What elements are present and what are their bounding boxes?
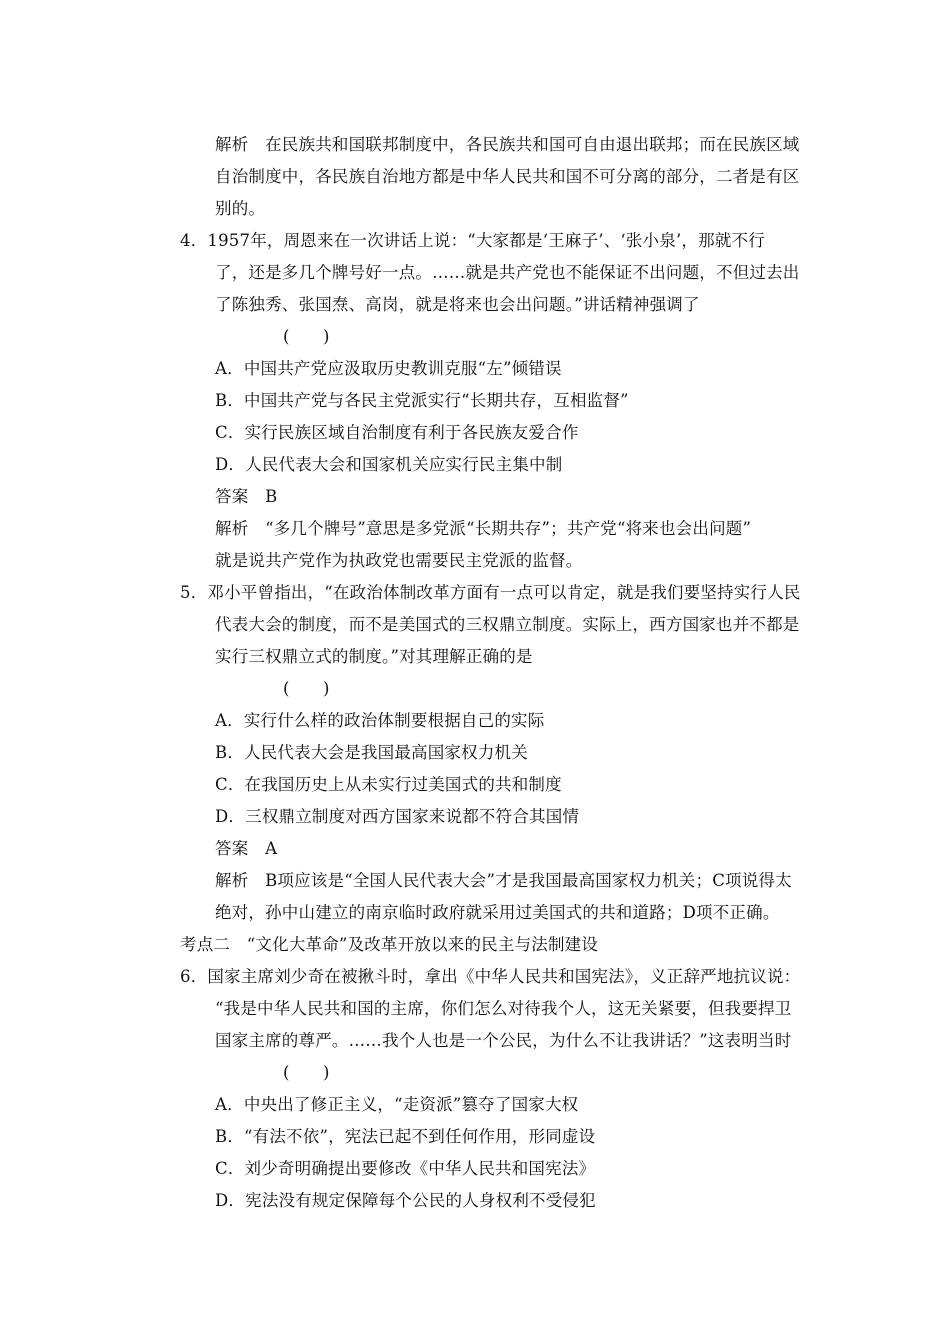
question-5-stem-line-1: 5．邓小平曾指出，“在政治体制改革方面有一点可以肯定，就是我们要坚持实行人民 xyxy=(180,583,801,602)
question-5-analysis-line-1: 解析 B项应该是“全国人民代表大会”才是我国最高国家权力机关；C项说得太 xyxy=(215,871,792,890)
question-6-stem-line-1: 6．国家主席刘少奇在被揪斗时，拿出《中华人民共和国宪法》，义正辞严地抗议说： xyxy=(180,967,801,986)
question-5-option-c: C．在我国历史上从未实行过美国式的共和制度 xyxy=(215,775,562,794)
question-5-option-a: A．实行什么样的政治体制要根据自己的实际 xyxy=(215,711,545,730)
question-6-option-b: B．“有法不依”，宪法已起不到任何作用，形同虚设 xyxy=(215,1127,596,1146)
question-5-option-d: D．三权鼎立制度对西方国家来说都不符合其国情 xyxy=(215,807,580,826)
question-6-option-a: A．中央出了修正主义，“走资派”篡夺了国家大权 xyxy=(215,1095,579,1114)
question-4-answer: 答案 B xyxy=(215,487,278,506)
analysis-q3-line-3: 别的。 xyxy=(215,199,266,218)
question-4-option-a: A．中国共产党应汲取历史教训克服“左”倾错误 xyxy=(215,359,562,378)
section-heading: 考点二 “文化大革命”及改革开放以来的民主与法制建设 xyxy=(180,935,599,954)
question-6-option-d: D．宪法没有规定保障每个公民的人身权利不受侵犯 xyxy=(215,1191,596,1210)
analysis-q3-line-1: 解析 在民族共和国联邦制度中，各民族共和国可自由退出联邦；而在民族区域 xyxy=(215,135,800,154)
question-4-stem-line-2: 了，还是多几个牌号好一点。……就是共产党也不能保证不出问题，不但过去出 xyxy=(215,263,800,282)
question-4-answer-blank: ( ) xyxy=(283,327,330,346)
question-5-analysis-line-2: 绝对，孙中山建立的南京临时政府就采用过美国式的共和道路；D项不正确。 xyxy=(215,903,780,922)
question-4-option-b: B．中国共产党与各民主党派实行“长期共存，互相监督” xyxy=(215,391,629,410)
question-5-option-b: B．人民代表大会是我国最高国家权力机关 xyxy=(215,743,528,762)
question-4-stem-line-3: 了陈独秀、张国焘、高岗，就是将来也会出问题。”讲话精神强调了 xyxy=(215,295,700,314)
question-4-option-d: D．人民代表大会和国家机关应实行民主集中制 xyxy=(215,455,563,474)
question-6-option-c: C．刘少奇明确提出要修改《中华人民共和国宪法》 xyxy=(215,1159,596,1178)
question-4-option-c: C．实行民族区域自治制度有利于各民族友爱合作 xyxy=(215,423,579,442)
analysis-q3-line-2: 自治制度中，各民族自治地方都是中华人民共和国不可分离的部分，二者是有区 xyxy=(215,167,800,186)
question-5-stem-line-3: 实行三权鼎立式的制度。”对其理解正确的是 xyxy=(215,647,533,666)
question-4-stem-line-1: 4．1957年，周恩来在一次讲话上说：“大家都是‘王麻子’、‘张小泉’，那就不行 xyxy=(180,231,765,250)
question-6-stem-line-3: 国家主席的尊严。……我个人也是一个公民，为什么不让我讲话？”这表明当时 xyxy=(215,1031,792,1050)
question-5-stem-line-2: 代表大会的制度，而不是美国式的三权鼎立制度。实际上，西方国家也并不都是 xyxy=(215,615,800,634)
question-4-analysis-line-1: 解析 “多几个牌号”意思是多党派“长期共存”；共产党“将来也会出问题” xyxy=(215,519,752,538)
question-6-stem-line-2: “我是中华人民共和国的主席，你们怎么对待我个人，这无关紧要，但我要捍卫 xyxy=(215,999,792,1018)
question-5-answer: 答案 A xyxy=(215,839,278,858)
question-4-analysis-line-2: 就是说共产党作为执政党也需要民主党派的监督。 xyxy=(215,551,583,570)
question-5-answer-blank: ( ) xyxy=(283,679,330,698)
question-6-answer-blank: ( ) xyxy=(283,1063,330,1082)
